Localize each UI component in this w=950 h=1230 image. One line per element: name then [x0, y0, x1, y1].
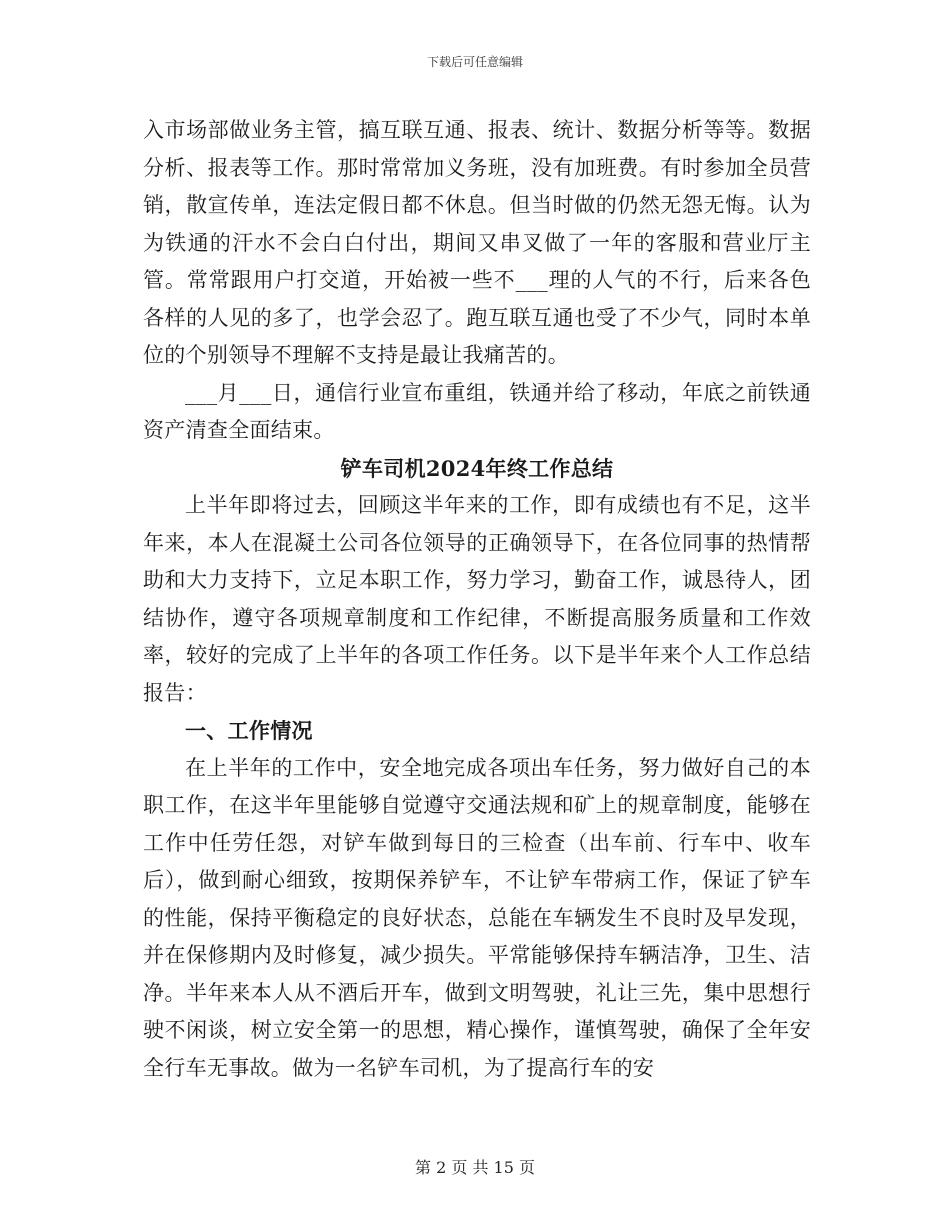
- paragraph-continued: 入市场部做业务主管，搞互联互通、报表、统计、数据分析等等。数据分析、报表等工作。那时常常加义务班，没有加班费。有时参加全员营销，散宣传单，连法定假日都不休息。但当时做的仍然无怨无悔。认为为铁通的汗水不会白白付出，期间又串叉做了一年的客服和营业厅主管。常常跟用户打交道，开始被一些不___理的人气的不行，后来各色各样的人见的多了，也学会忍了。跑互联互通也受了不少气，同时本单位的个别领导不理解不支持是最让我痛苦的。: [143, 118, 811, 367]
- document-body: [143, 112, 811, 1087]
- document-title: 铲车司机2024年终工作总结: [340, 455, 614, 481]
- page-footer: 第 2 页 共 15 页: [415, 1158, 535, 1177]
- paragraph-work: 在上半年的工作中，安全地完成各项出车任务，努力做好自己的本职工作，在这半年里能够自觉遵守交通法规和矿上的规章制度，能够在工作中任劳任怨，对铲车做到每日的三检查（出车前、行车中、收车后），做到耐心细致，按期保养铲车，不让铲车带病工作，保证了铲车的性能，保持平衡稳定的良好状态，总能在车辆发生不良时及早发现，并在保修期内及时修复，减少损失。平常能够保持车辆洁净，卫生、洁净。半年来本人从不酒后开车，做到文明驾驶，礼让三先，集中思想行驶不闲谈，树立安全第一的思想，精心操作，谨慎驾驶，确保了全年安全行车无事故。做为一名铲车司机，为了提高行车的安: [143, 755, 811, 1080]
- paragraph-intro: 上半年即将过去，回顾这半年来的工作，即有成绩也有不足，这半年来，本人在混凝土公司各位领导的正确领导下，在各位同事的热情帮助和大力支持下，立足本职工作，努力学习，勤奋工作，诚恳待人，团结协作，遵守各项规章制度和工作纪律，不断提高服务质量和工作效率，较好的完成了上半年的各项工作任务。以下是半年来个人工作总结报告：: [143, 493, 811, 705]
- page-header: 下载后可任意编辑: [426, 55, 523, 69]
- section-heading-work: 一、工作情况: [185, 718, 313, 743]
- paragraph-date: ___月___日，通信行业宣布重组，铁通并给了移动，年底之前铁通资产清查全面结束。: [143, 380, 811, 442]
